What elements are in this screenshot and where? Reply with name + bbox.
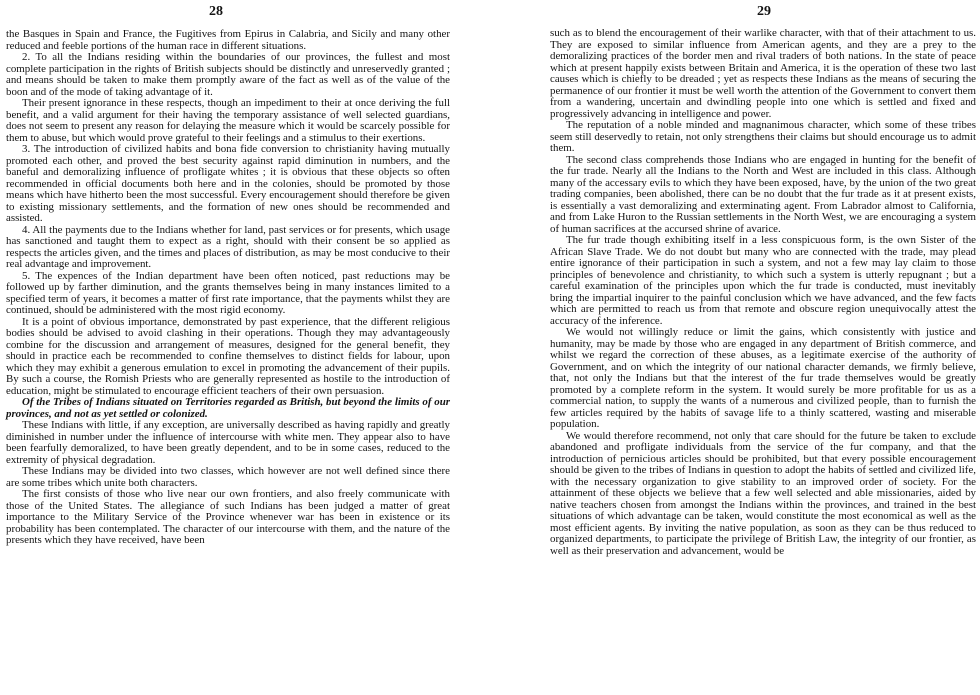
paragraph: We would therefore recommend, not only that care should for the future be taken to exclude abandoned and profligate individuals from the service of the fur company, and that the introduction of pernicious articles should be prohibited, but that every possible encouragement should be given to the tribes of Indians in question to adopt the habits of settled and civilized life, with the necessary organization to give stability to an improved order of society. For the attainment of these objects we believe that a few well selected and able missionaries, aided by native teachers chosen from amongst the Indians within the provinces, and trained in the best situations of which advantage can be taken, would constitute the most economical as well as the most efficient agents. By inviting the native population, as soon as they can be thus reduced to organized departments, to participate the privilege of British Law, the integrity of our frontier, as well as their preservation and advancement, would be — [550, 429, 976, 557]
paragraph: the Basques in Spain and France, the Fugitives from Epirus in Calabria, and Sicily and many other reduced and feeble portions of the human race in different situations. — [6, 28, 450, 52]
paragraph: The first consists of those who live near our own frontiers, and also freely communicate with those of the United States. The allegiance of such Indians has been judged a matter of great importance to the Military Service of the Province whenever war has been in existence or its probability has been contemplated. The character of our intercourse with them, and the nature of the presents which they have received, have been — [6, 488, 450, 546]
page-number-right: 29 — [757, 4, 771, 19]
paragraph: 4. All the payments due to the Indians whether for land, past services or for presents, which usage has sanctioned and taught them to expect as a right, should with their consent be so applied as respects the articles given, and the times and places of distribution, as may be most conducive to their real advantage and improvement. — [6, 223, 450, 270]
paragraph: 2. To all the Indians residing within the boundaries of our provinces, the fullest and most complete participation in the rights of British subjects should be distinctly and unreservedly granted ; and means should be taken to make them promptly aware of the fact as well as of the value of the boon and of the mode of taking advantage of it. — [6, 51, 450, 98]
paragraph: Their present ignorance in these respects, though an impediment to their at once deriving the full benefit, and a valid argument for their having the temporary assistance of well selected guardians, does not seem to present any reason for delaying the measure which it would be scarcely possible for them to abuse, but which would prove grateful to their feelings and a stimulus to their exertions. — [6, 97, 450, 144]
left-page — [0, 0, 456, 695]
paragraph: The second class comprehends those Indians who are engaged in hunting for the benefit of the fur trade. Nearly all the Indians to the North and West are included in this class. Although many of the accessary evils to which they have been exposed, have, by the union of the two great trading companies, been abolished, there can be no doubt that the fur trade as it at present exists, is essentially a vast demoralizing and exterminating agent. From Labrador almost to California, and from Lake Huron to the Russian settlements in the North West, we are encouraging a system of human sacrifices at the accursed shrine of avarice. — [550, 153, 976, 235]
paragraph: These Indians with little, if any exception, are universally described as having rapidly and greatly diminished in number under the influence of intercourse with white men. They appear also to have been fearfully demoralized, to have been greatly dependent, and to be in some cases, reduced to the extremity of physical degradation. — [6, 419, 450, 466]
paragraph: The fur trade though exhibiting itself in a less conspicuous form, is the own Sister of the African Slave Trade. We do not doubt but many who are connected with the trade, may plead entire ignorance of their participation in such a system, and not a few may lay claim to those principles of benevolence and christianity, to which such a system is utterly repugnant ; but a careful examination of the principles upon which the fur trade is conducted, must inevitably bring the impartial inquirer to the painful conclusion which we have advanced, and the few facts which are permitted to reach us from that remote and obscure region unequivocally attest the accuracy of the inference. — [550, 234, 976, 327]
left-page-text — [6, 29, 450, 547]
paragraph: 3. The introduction of civilized habits and bona fide conversion to christianity having mutually promoted each other, and proved the best security against rapid diminution in numbers, and the baneful and demoralizing influence of profligate whites ; it is obvious that these objects so often recommended in official documents both here and in the colonies, should be promoted by those means which have hitherto been the most successful. Every encouragement should therefore be given to existing missionary settlements, and the formation of new ones should be recommended and assisted. — [6, 143, 450, 224]
right-page-text — [550, 28, 976, 557]
paragraph: These Indians may be divided into two classes, which however are not well defined since there are some tribes which unite both characters. — [6, 465, 450, 489]
paragraph: such as to blend the encouragement of their warlike character, with that of their attachment to us. They are exposed to similar influence from American agents, and they are a prey to the demoralizing practices of the border men and rival traders of both nations. In the state of peace which at present happily exists between Britain and America, it is the operation of these two last causes which is chiefly to be dreaded ; yet as respects these Indians as the means of securing the permanence of our frontier it must be well worth the attention of the Government to convert them from a wandering, uncertain and dwindling people into one which is settled and fixed and progressively advancing in intelligence and power. — [550, 27, 976, 120]
paragraph: 5. The expences of the Indian department have been often noticed, past reductions may be followed up by farther diminution, and the grants themselves being in many instances limited to a specified term of years, it becomes a matter of first rate importance, that the payments whilst they are continued, should be administered with the most rigid economy. — [6, 269, 450, 316]
paragraph: The reputation of a noble minded and magnanimous character, which some of these tribes seem still deservedly to retain, not only strengthens their claims but should encourage us to admit them. — [550, 119, 976, 154]
page-number-left: 28 — [209, 4, 223, 19]
section-heading: Of the Tribes of Indians situated on Territories regarded as British, but beyond the limits of our provinces, and not as yet settled or colonized. — [6, 396, 450, 420]
paragraph: We would not willingly reduce or limit the gains, which consistently with justice and humanity, may be made by those who are engaged in any department of British commerce, and whilst we regard the correction of these abuses, as a legitimate exercise of the authority of Government, and on which the integrity of our national character demands, we firmly believe, that, not only the Indians but that the interest of the fur trade themselves would be greatly promoted by a complete reform in the system. It would surely be more profitable for us as a commercial nation, to supply the wants of a numerous and civilized people, than to furnish the few articles required by the habits of savage life to a thinly scattered, wasting and miserable population. — [550, 326, 976, 430]
paragraph: It is a point of obvious importance, demonstrated by past experience, that the different religious bodies should be advised to avoid clashing in their operations. Though they may advantageously combine for the discussion and arrangement of measures, designed for the general benefit, they should in practice each be recommended to confine themselves to distinct fields for labour, upon which they may exhibit a generous emulation to excel in promoting the advancement of their pupils. By such a course, the Romish Priests who are generally represented as hostile to the introduction of education, might be stimulated to encourage efficient teachers of their own persuasion. — [6, 315, 450, 397]
right-page — [548, 0, 980, 695]
